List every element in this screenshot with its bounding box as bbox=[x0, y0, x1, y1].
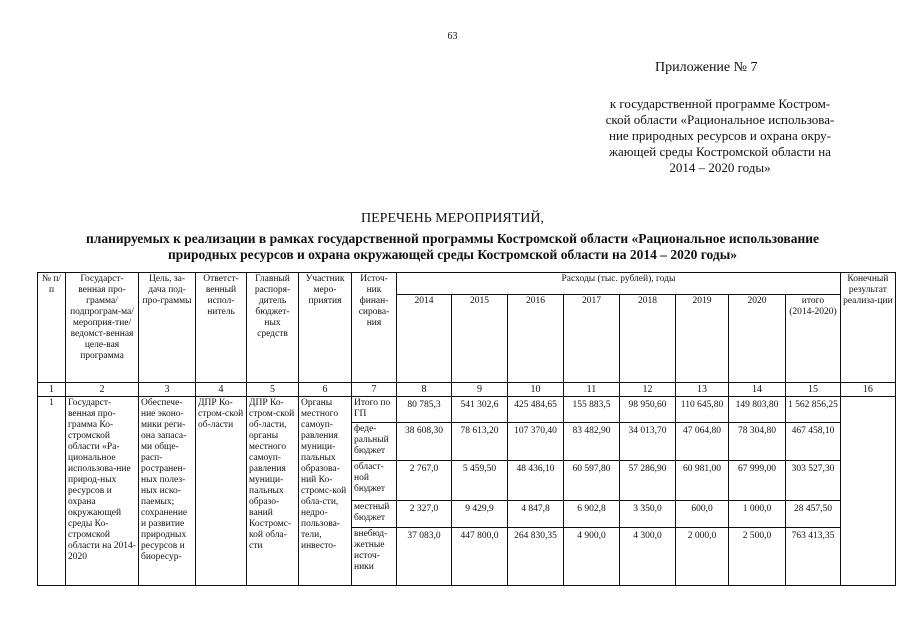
row-program: Государст-венная про-грамма Ко-стромской области «Ра-циональное использова-ние природ-ных ресурсов и охрана окружающей среды Ко-стромской области на 2014-2020 bbox=[66, 397, 139, 586]
header-year: 2014 bbox=[397, 295, 452, 383]
header-result: Конечный результат реализа-ции bbox=[840, 273, 895, 383]
source-name: Итого по ГП bbox=[352, 397, 397, 423]
row-goal: Обеспече-ние эконо-мики реги-она запаса-ми обще-расп-ространен-ных полез-ных иско-паемых; сохранение и развитие природных ресурсов и биоресур- bbox=[139, 397, 196, 586]
value-cell: 4 847,8 bbox=[508, 501, 564, 528]
column-index: 2 bbox=[66, 383, 139, 397]
value-cell-total: 467 458,10 bbox=[786, 423, 841, 461]
subtitle-line: природных ресурсов и охрана окружающей среды Костромской области на 2014 – 2020 годы» bbox=[167, 247, 738, 262]
value-cell: 107 370,40 bbox=[508, 423, 564, 461]
row-number: 1 bbox=[38, 397, 66, 586]
value-cell: 9 429,9 bbox=[452, 501, 508, 528]
source-name: феде-ральный бюджет bbox=[352, 423, 397, 461]
value-cell: 98 950,60 bbox=[620, 397, 676, 423]
header-manager: Главный распоря-дитель бюджет-ных средств bbox=[247, 273, 299, 383]
value-cell: 80 785,3 bbox=[397, 397, 452, 423]
value-cell: 2 500,0 bbox=[729, 528, 786, 586]
document-subtitle bbox=[60, 231, 845, 263]
appendix-line: к государственной программе Костром- bbox=[609, 96, 831, 111]
column-index: 13 bbox=[676, 383, 729, 397]
header-year: 2017 bbox=[564, 295, 620, 383]
column-index: 16 bbox=[840, 383, 895, 397]
value-cell: 6 902,8 bbox=[564, 501, 620, 528]
value-cell: 2 327,0 bbox=[397, 501, 452, 528]
header-year: 2016 bbox=[508, 295, 564, 383]
row-participant: Органы местного самоуп-равления муници-пальных образова-ний Ко-стромс-кой обла-сти, недро-пользова-тели, инвесто- bbox=[299, 397, 352, 586]
header-source: Источ-ник финан-сирова-ния bbox=[352, 273, 397, 383]
column-index: 5 bbox=[247, 383, 299, 397]
appendix-title: Приложение № 7 bbox=[655, 60, 758, 75]
source-name: местный бюджет bbox=[352, 501, 397, 528]
value-cell: 541 302,6 bbox=[452, 397, 508, 423]
column-index: 15 bbox=[786, 383, 841, 397]
column-index: 10 bbox=[508, 383, 564, 397]
column-index: 7 bbox=[352, 383, 397, 397]
row-result bbox=[840, 397, 895, 586]
value-cell: 78 304,80 bbox=[729, 423, 786, 461]
value-cell: 67 999,00 bbox=[729, 461, 786, 501]
appendix-line: ской области «Рациональное использова- bbox=[605, 112, 835, 127]
measures-table bbox=[37, 272, 896, 586]
appendix-line: ние природных ресурсов и охрана окру- bbox=[609, 128, 831, 143]
value-cell-total: 28 457,50 bbox=[786, 501, 841, 528]
value-cell: 38 608,30 bbox=[397, 423, 452, 461]
value-cell: 2 767,0 bbox=[397, 461, 452, 501]
column-index-row bbox=[38, 383, 896, 397]
appendix-line: 2014 – 2020 годы» bbox=[669, 160, 771, 175]
header-no: № п/п bbox=[38, 273, 66, 383]
document-title: ПЕРЕЧЕНЬ МЕРОПРИЯТИЙ, bbox=[361, 211, 544, 226]
value-cell: 2 000,0 bbox=[676, 528, 729, 586]
header-year: 2019 bbox=[676, 295, 729, 383]
value-cell: 78 613,20 bbox=[452, 423, 508, 461]
value-cell-total: 763 413,35 bbox=[786, 528, 841, 586]
appendix-subtitle bbox=[585, 96, 855, 176]
header-row bbox=[38, 273, 896, 295]
header-expenses: Расходы (тыс. рублей), годы bbox=[397, 273, 841, 295]
value-cell: 155 883,5 bbox=[564, 397, 620, 423]
value-cell: 5 459,50 bbox=[452, 461, 508, 501]
value-cell: 3 350,0 bbox=[620, 501, 676, 528]
header-program: Государст-венная про-грамма/ подпрограм-ма/мероприя-тие/ведомст-венная целе-вая программа bbox=[66, 273, 139, 383]
column-index: 6 bbox=[299, 383, 352, 397]
header-responsible: Ответст-венный испол-нитель bbox=[196, 273, 247, 383]
header-year: 2015 bbox=[452, 295, 508, 383]
page-number: 63 bbox=[447, 31, 458, 42]
value-cell: 60 981,00 bbox=[676, 461, 729, 501]
subtitle-line: планируемых к реализации в рамках государственной программы Костромской области «Рациональное использование bbox=[85, 231, 820, 246]
column-index: 12 bbox=[620, 383, 676, 397]
appendix-line: жающей среды Костромской области на bbox=[609, 144, 831, 159]
value-cell: 4 300,0 bbox=[620, 528, 676, 586]
value-cell: 47 064,80 bbox=[676, 423, 729, 461]
table-row bbox=[38, 397, 896, 423]
value-cell: 60 597,80 bbox=[564, 461, 620, 501]
value-cell: 447 800,0 bbox=[452, 528, 508, 586]
value-cell: 4 900,0 bbox=[564, 528, 620, 586]
header-year: 2020 bbox=[729, 295, 786, 383]
column-index: 4 bbox=[196, 383, 247, 397]
source-name: внебюд-жетные источ-ники bbox=[352, 528, 397, 586]
row-manager: ДПР Ко-стром-ской об-ласти, органы местного самоуп-равления муници-пальных образо-ваний Костромс-кой обла-сти bbox=[247, 397, 299, 586]
value-cell: 37 083,0 bbox=[397, 528, 452, 586]
value-cell: 48 436,10 bbox=[508, 461, 564, 501]
value-cell: 34 013,70 bbox=[620, 423, 676, 461]
column-index: 3 bbox=[139, 383, 196, 397]
column-index: 8 bbox=[397, 383, 452, 397]
value-cell: 149 803,80 bbox=[729, 397, 786, 423]
row-responsible: ДПР Ко-стром-ской об-ласти bbox=[196, 397, 247, 586]
value-cell: 264 830,35 bbox=[508, 528, 564, 586]
header-goal: Цель, за-дача под-про-граммы bbox=[139, 273, 196, 383]
value-cell-total: 1 562 856,25 bbox=[786, 397, 841, 423]
column-index: 11 bbox=[564, 383, 620, 397]
header-year: 2018 bbox=[620, 295, 676, 383]
header-participant: Участник меро-приятия bbox=[299, 273, 352, 383]
value-cell: 57 286,90 bbox=[620, 461, 676, 501]
value-cell: 600,0 bbox=[676, 501, 729, 528]
value-cell: 83 482,90 bbox=[564, 423, 620, 461]
value-cell: 110 645,80 bbox=[676, 397, 729, 423]
value-cell: 1 000,0 bbox=[729, 501, 786, 528]
column-index: 14 bbox=[729, 383, 786, 397]
value-cell-total: 303 527,30 bbox=[786, 461, 841, 501]
header-year-total: итого (2014-2020) bbox=[786, 295, 841, 383]
value-cell: 425 484,65 bbox=[508, 397, 564, 423]
column-index: 1 bbox=[38, 383, 66, 397]
source-name: област-ной бюджет bbox=[352, 461, 397, 501]
column-index: 9 bbox=[452, 383, 508, 397]
